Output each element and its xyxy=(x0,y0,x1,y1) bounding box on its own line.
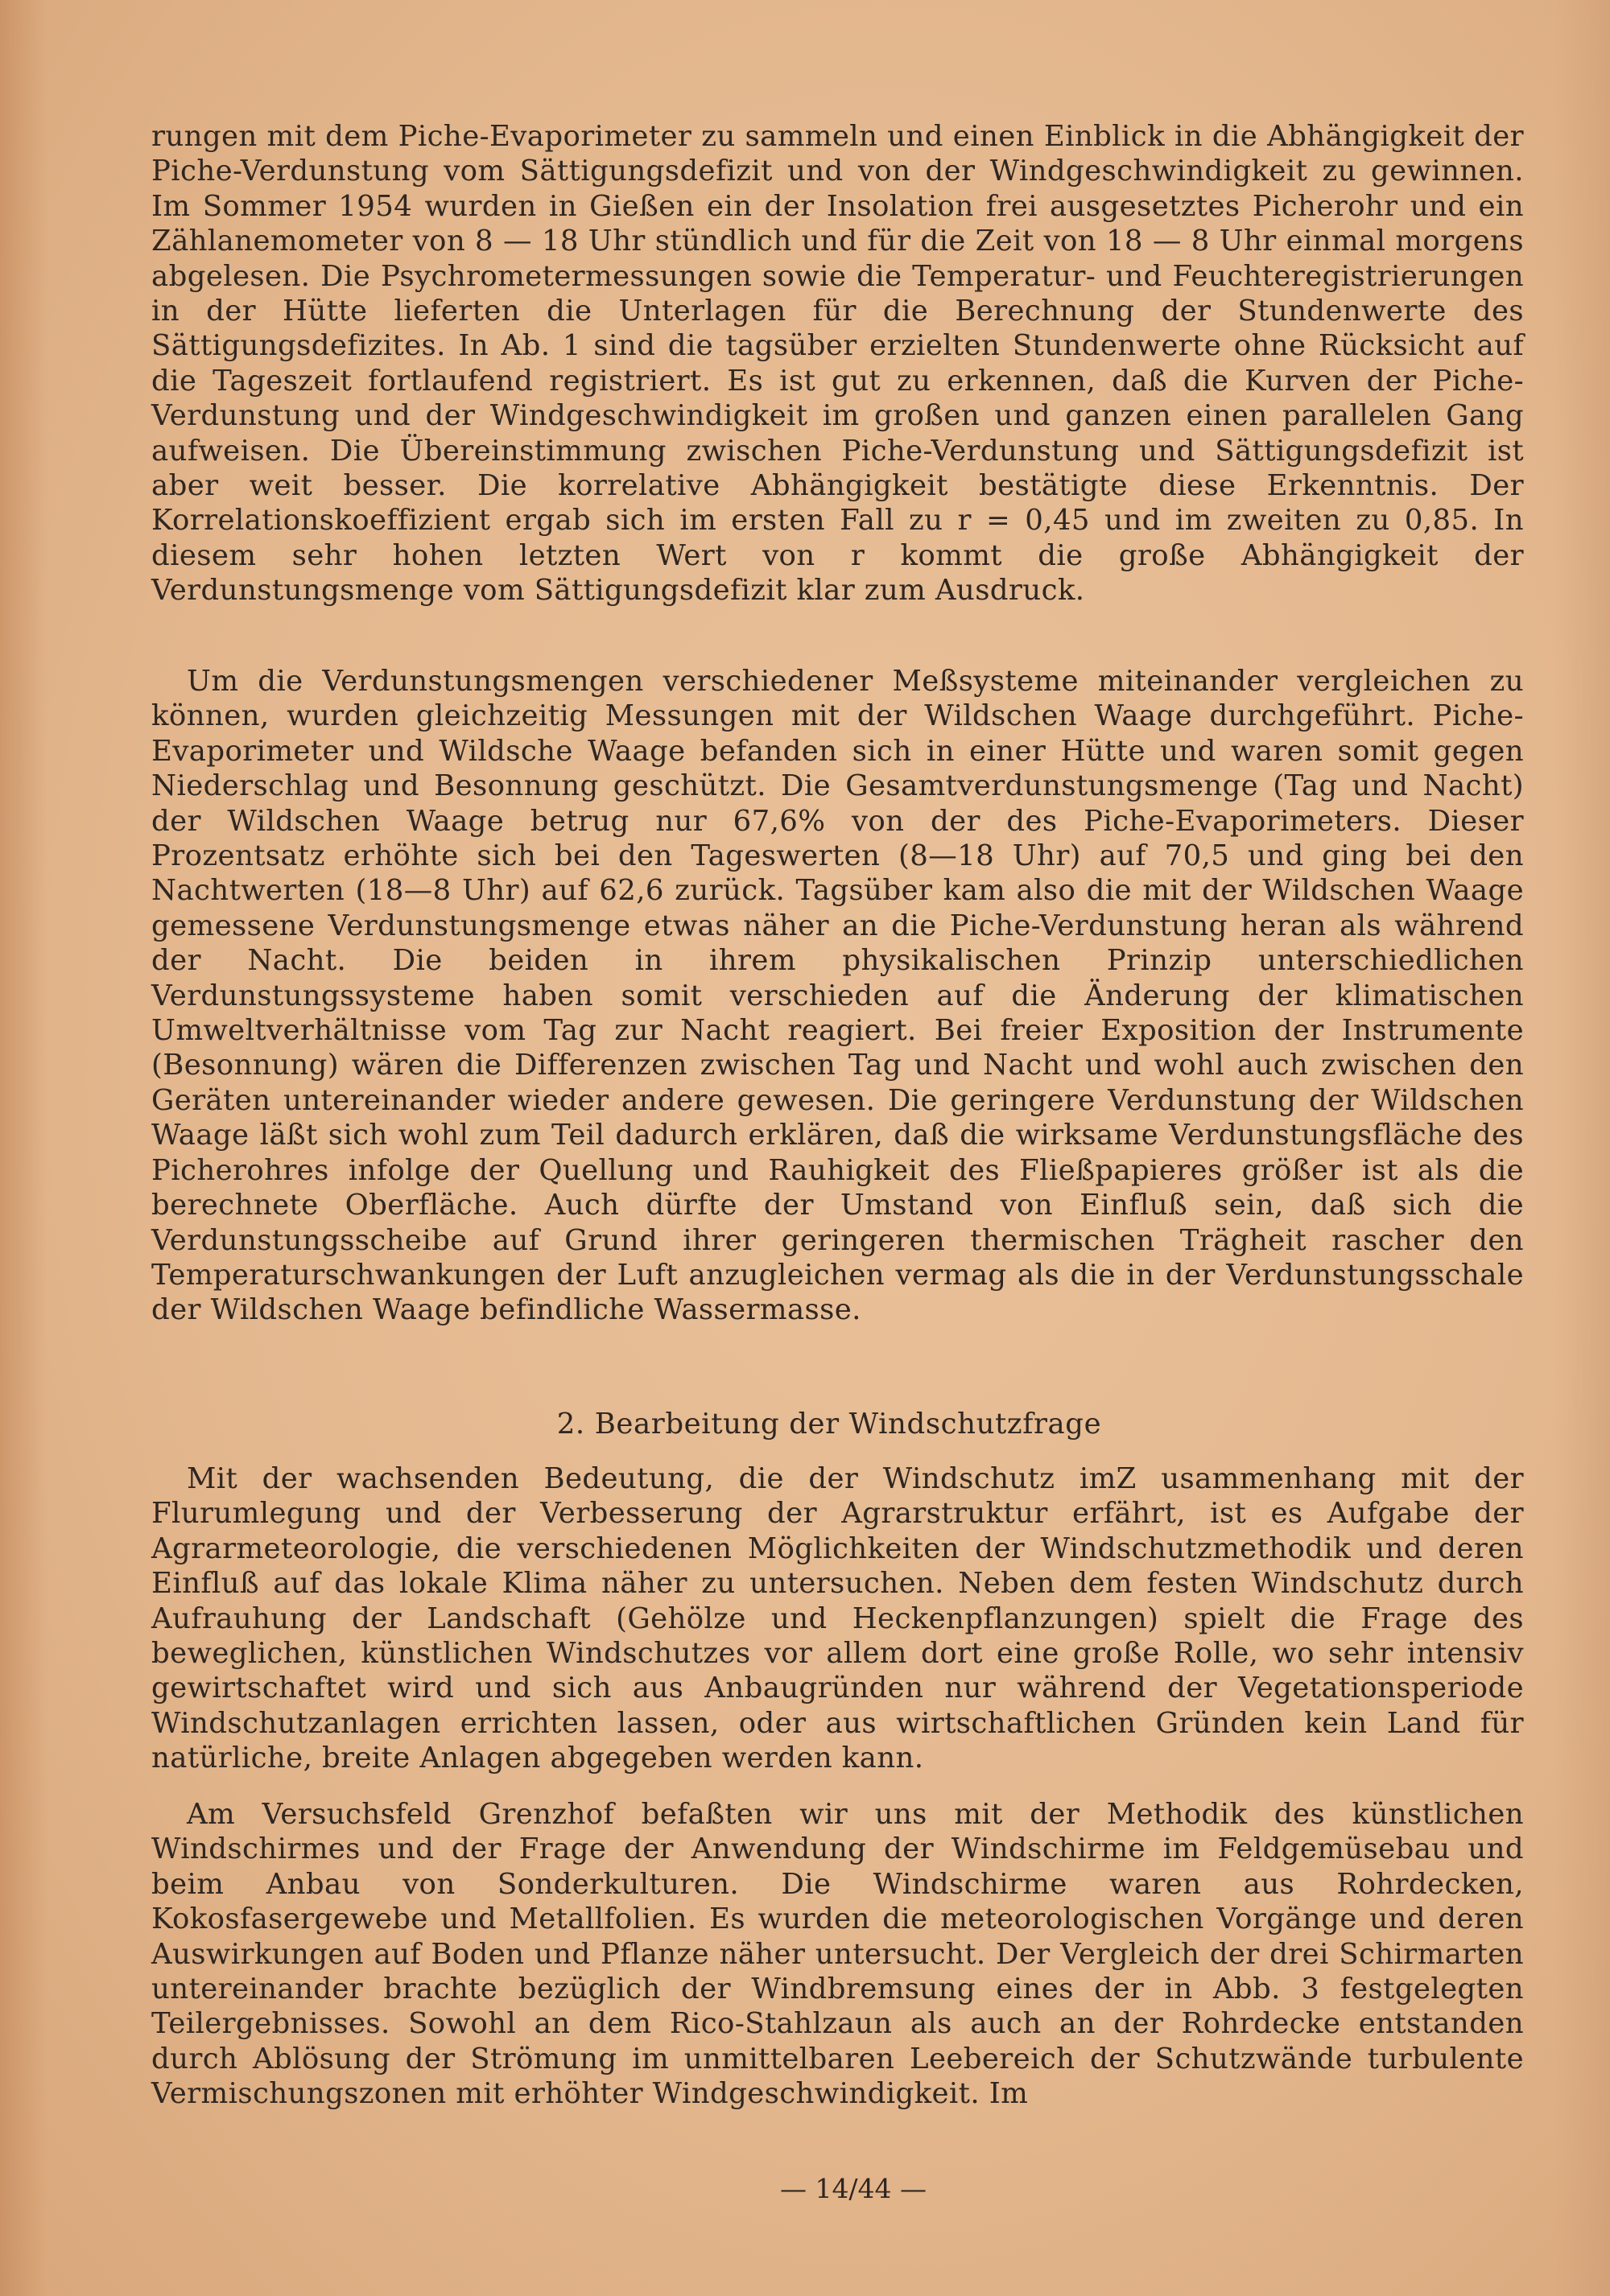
body-paragraph-1 xyxy=(151,119,1524,608)
body-paragraph-2 xyxy=(151,664,1524,1328)
paragraph-text: Am Versuchsfeld Grenzhof befaßten wir uns mit der Methodik des künstlichen Windschirmes und der Frage der Anwendung der Windschirme im Feldgemüsebau und beim Anbau von Sonderkulturen. Die Windschirme waren aus Rohrdecken, Kokosfasergewebe und Metallfolien. Es wurden die meteorologischen Vorgänge und deren Auswirkungen auf Boden und Pflanze näher untersucht. Der Vergleich der drei Schirmarten untereinander brachte bezüglich der Windbremsung eines der in Abb. 3 festgelegten Teilergebnisses. Sowohl an dem Rico-Stahlzaun als auch an der Rohrdecke entstanden durch Ablösung der Strömung im unmittelbaren Leebereich der Schutzwände turbulente Vermischungszonen mit erhöhter Windgeschwindigkeit. Im xyxy=(151,1798,1524,2111)
body-paragraph-3 xyxy=(151,1461,1524,1776)
paragraph-text: rungen mit dem Piche-Evaporimeter zu sammeln und einen Einblick in die Abhängigkeit der Piche-Verdunstung vom Sättigungsdefizit und von der Windgeschwindigkeit zu gewinnen. Im Sommer 1954 wurden in Gießen ein der Insolation frei ausgesetztes Picherohr und ein Zählanemometer von 8 — 18 Uhr stündlich und für die Zeit von 18 — 8 Uhr einmal morgens abgelesen. Die Psychrometermessungen sowie die Temperatur- und Feuchteregistrierungen in der Hütte lieferten die Unterlagen für die Berechnung der Stundenwerte des Sättigungsdefizites. In Ab. 1 sind die tagsüber erzielten Stundenwerte ohne Rücksicht auf die Tageszeit fortlaufend registriert. Es ist gut zu erkennen, daß die Kurven der Piche-Verdunstung und der Windgeschwindigkeit im großen und ganzen einen parallelen Gang aufweisen. Die Übereinstimmung zwischen Piche-Verdunstung und Sättigungsdefizit ist aber weit besser. Die korrelative Abhängigkeit bestätigte diese Erkenntnis. Der Korrelationskoeffizient ergab sich im ersten Fall zu r = 0,45 und im zweiten zu 0,85. In diesem sehr hohen letzten Wert von r kommt die große Abhängigkeit der Verdunstungsmenge vom Sättigungsdefizit klar zum Ausdruck. xyxy=(151,120,1524,608)
body-paragraph-4 xyxy=(151,1797,1524,2112)
paragraph-text: Um die Verdunstungsmengen verschiedener Meßsysteme miteinander vergleichen zu können, wurden gleichzeitig Messungen mit der Wildschen Waage durchgeführt. Piche-Evaporimeter und Wildsche Waage befanden sich in einer Hütte und waren somit gegen Niederschlag und Besonnung geschützt. Die Gesamtverdunstungsmenge (Tag und Nacht) der Wildschen Waage betrug nur 67,6% von der des Piche-Evaporimeters. Dieser Prozentsatz erhöhte sich bei den Tageswerten (8—18 Uhr) auf 70,5 und ging bei den Nachtwerten (18—8 Uhr) auf 62,6 zurück. Tagsüber kam also die mit der Wildschen Waage gemessene Verdunstungsmenge etwas näher an die Piche-Verdunstung heran als während der Nacht. Die beiden in ihrem physikalischen Prinzip unterschiedlichen Verdunstungssysteme haben somit verschieden auf die Änderung der klimatischen Umweltverhältnisse vom Tag zur Nacht reagiert. Bei freier Exposition der Instrumente (Besonnung) wären die Differenzen zwischen Tag und Nacht und wohl auch zwischen den Geräten untereinander wieder andere gewesen. Die geringere Verdunstung der Wildschen Waage läßt sich wohl zum Teil dadurch erklären, daß die wirksame Verdunstungsfläche des Picherohres infolge der Quellung und Rauhigkeit des Fließpapieres größer ist als die berechnete Oberfläche. Auch dürfte der Umstand von Einfluß sein, daß sich die Verdunstungsscheibe auf Grund ihrer geringeren thermischen Trägheit rascher den Temperaturschwankungen der Luft anzugleichen vermag als die in der Verdunstungsschale der Wildschen Waage befindliche Wassermasse. xyxy=(151,665,1524,1327)
paragraph-text: Mit der wachsenden Bedeutung, die der Windschutz imZ usammenhang mit der Flurumlegung und der Verbesserung der Agrarstruktur erfährt, ist es Aufgabe der Agrarmeteorologie, die verschiedenen Möglichkeiten der Windschutzmethodik und deren Einfluß auf das lokale Klima näher zu untersuchen. Neben dem festen Windschutz durch Aufrauhung der Landschaft (Gehölze und Heckenpflanzungen) spielt die Frage des beweglichen, künstlichen Windschutzes vor allem dort eine große Rolle, wo sehr intensiv gewirtschaftet wird und sich aus Anbaugründen nur während der Vegetationsperiode Windschutzanlagen errichten lassen, oder aus wirtschaftlichen Gründen kein Land für natürliche, breite Anlagen abgegeben werden kann. xyxy=(151,1462,1524,1775)
section-heading: 2. Bearbeitung der Windschutzfrage xyxy=(556,1408,1102,1441)
page-number: — 14/44 — xyxy=(779,2173,927,2204)
paper-edge-shadow-right xyxy=(1554,0,1610,2296)
paper-edge-shadow-left xyxy=(0,0,48,2296)
